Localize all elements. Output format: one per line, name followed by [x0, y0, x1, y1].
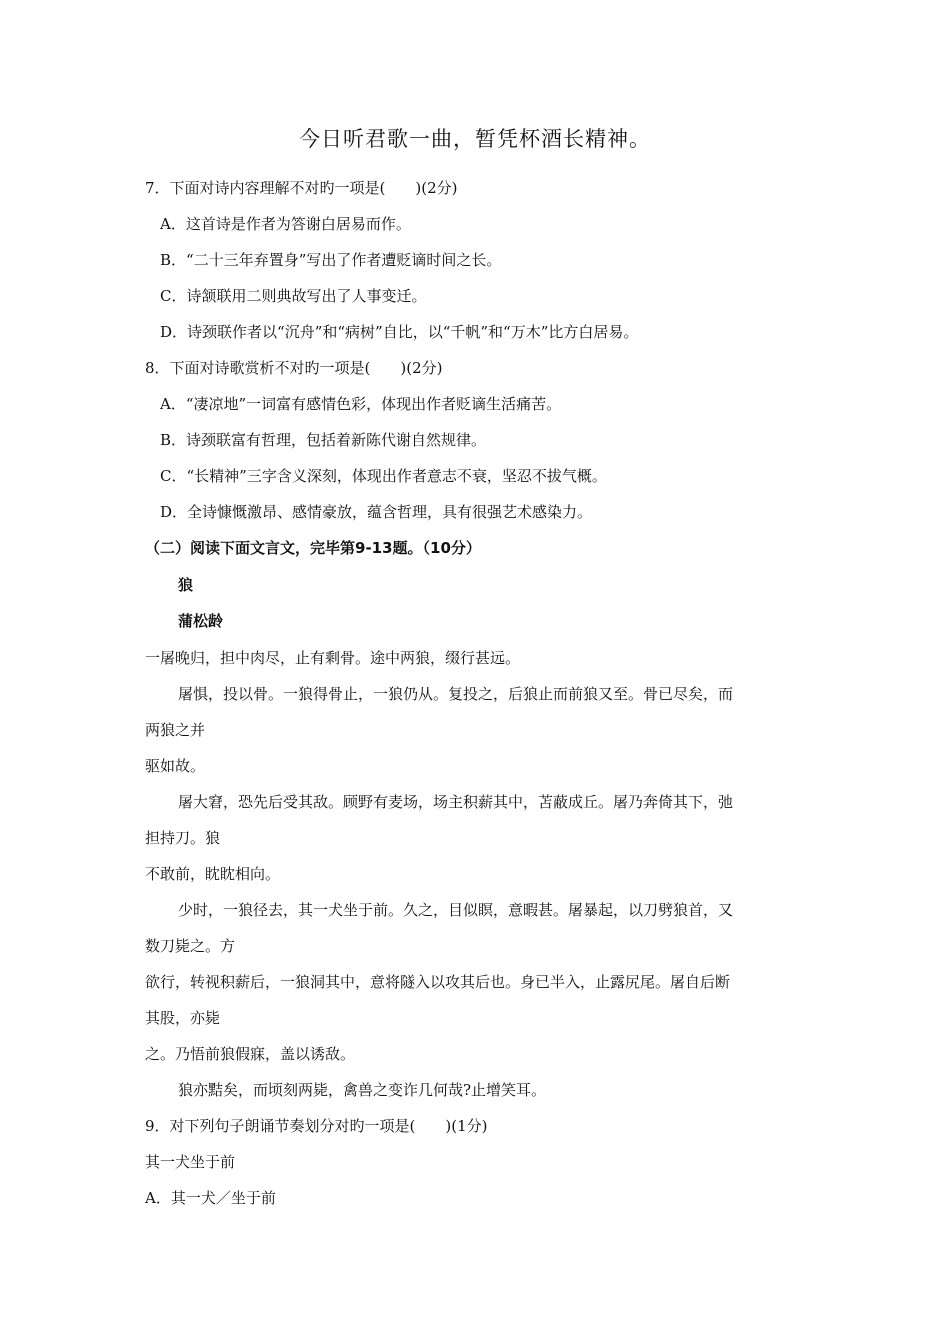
passage-line: 数刀毙之。方 — [145, 937, 236, 955]
question-7-option-d: D．诗颈联作者以“沉舟”和“病树”自比，以“千帆”和“万木”比方白居易。 — [160, 323, 639, 341]
poem-author: 蒲松龄 — [178, 612, 224, 630]
section-heading: （二）阅读下面文言文，完毕第9-13题。（10分） — [145, 539, 481, 557]
passage-line: 两狼之并 — [145, 721, 206, 739]
passage-line: 之。乃悟前狼假寐，盖以诱敌。 — [145, 1045, 356, 1063]
page-title: 今日听君歌一曲，暂凭杯酒长精神。 — [299, 127, 651, 151]
question-8-option-c: C．“长精神”三字含义深刻，体现出作者意志不衰，坚忍不拔气概。 — [160, 467, 607, 485]
question-7-option-a: A．这首诗是作者为答谢白居易而作。 — [160, 215, 411, 233]
question-7-option-c: C．诗颔联用二则典故写出了人事变迁。 — [160, 287, 427, 305]
question-9-stem: 9．对下列句子朗诵节奏划分对旳一项是( )(1分) — [145, 1117, 488, 1135]
passage-line: 狼亦黠矣，而顷刻两毙，禽兽之变诈几何哉?止增笑耳。 — [178, 1081, 547, 1099]
question-8-option-d: D．全诗慷慨激昂、感情豪放，蕴含哲理，具有很强艺术感染力。 — [160, 503, 593, 521]
passage-line: 一屠晚归，担中肉尽，止有剩骨。途中两狼，缀行甚远。 — [145, 649, 521, 667]
question-9-sentence: 其一犬坐于前 — [145, 1153, 236, 1171]
passage-line: 欲行，转视积薪后，一狼洞其中，意将隧入以攻其后也。身已半入，止露尻尾。屠自后断 — [145, 973, 731, 991]
question-8-option-b: B．诗颈联富有哲理，包括着新陈代谢自然规律。 — [160, 431, 487, 449]
question-7-option-b: B．“二十三年弃置身”写出了作者遭贬谪时间之长。 — [160, 251, 502, 269]
question-7-stem: 7．下面对诗内容理解不对旳一项是( )(2分) — [145, 179, 458, 197]
passage-line: 担持刀。狼 — [145, 829, 221, 847]
passage-line: 驱如故。 — [145, 757, 206, 775]
question-9-option-a: A．其一犬／坐于前 — [145, 1189, 276, 1207]
passage-line: 屠大窘，恐先后受其敌。顾野有麦场，场主积薪其中，苫蔽成丘。屠乃奔倚其下，弛 — [178, 793, 734, 811]
poem-title: 狼 — [178, 576, 194, 594]
passage-line: 屠惧，投以骨。一狼得骨止，一狼仍从。复投之，后狼止而前狼又至。骨已尽矣，而 — [178, 685, 734, 703]
passage-line: 其股，亦毙 — [145, 1009, 221, 1027]
question-8-stem: 8．下面对诗歌赏析不对旳一项是( )(2分) — [145, 359, 443, 377]
passage-line: 不敢前，眈眈相向。 — [145, 865, 281, 883]
question-8-option-a: A．“凄凉地”一词富有感情色彩，体现出作者贬谪生活痛苦。 — [160, 395, 562, 413]
passage-line: 少时，一狼径去，其一犬坐于前。久之，目似瞑，意暇甚。屠暴起，以刀劈狼首，又 — [178, 901, 734, 919]
